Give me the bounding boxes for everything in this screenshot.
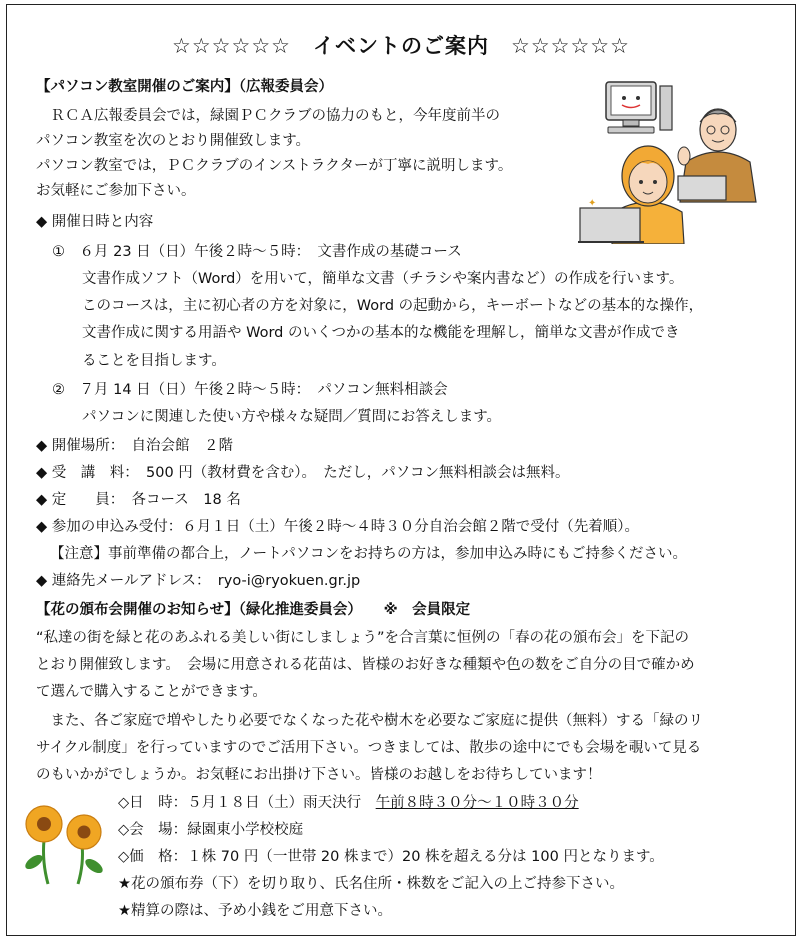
- pc-intro-line-2: パソコン教室を次のとおり開催致します。: [36, 133, 311, 149]
- flower-note-1: ★花の頒布券（下）を切り取り、氏名住所・株数をご記入の上ご持参下さい。: [118, 876, 624, 892]
- flower-place: ◇会 場：緑園東小学校校庭: [118, 822, 304, 838]
- pc-class-heading: 【パソコン教室開催のご案内】（広報委員会）: [36, 79, 333, 95]
- flower-price: ◇価 格：１株 70 円（一世帯 20 株まで）20 株を超える分は 100 円となります。: [118, 849, 664, 865]
- course2-title: ② ７月 14 日（日）午後２時～５時： パソコン無料相談会: [52, 382, 448, 398]
- flower-heading: 【花の頒布会開催のお知らせ】（緑化推進委員会） ※ 会員限定: [36, 602, 471, 618]
- flower-icon: [23, 806, 62, 884]
- flower-icon-2: [67, 815, 105, 884]
- flower-p2-line-2: サイクル制度」を行っていますのでご活用下さい。つきましては、散歩の途中にでも会場を覗いて見る: [36, 740, 702, 756]
- course1-desc-1: 文書作成ソフト（Word）を用いて，簡単な文書（チラシや案内書など）の作成を行います。: [82, 271, 684, 287]
- flower-p2-line-3: のもいかがでしょうか。お気軽にお出掛け下さい。皆様のお越しをお待ちしています！: [36, 767, 602, 783]
- note: 【注意】事前準備の都合上，ノートパソコンをお持ちの方は，参加申込み時にもご持参ください。: [50, 546, 687, 562]
- woman-icon: [578, 146, 684, 244]
- flower-date: [118, 793, 579, 813]
- pc-intro-line-4: お気軽にご参加下さい。: [36, 183, 196, 199]
- monitor-icon: [606, 82, 672, 133]
- flower-p2-line-1: また、各ご家庭で増やしたり必要でなくなった花や樹木を必要なご家庭に提供（無料）する「緑のリ: [36, 713, 703, 729]
- svg-text:✦: ✦: [588, 198, 597, 209]
- man-icon: [678, 109, 756, 202]
- schedule-heading: ◆ 開催日時と内容: [36, 214, 154, 230]
- flower-p1-line-3: て選んで購入することができます。: [36, 684, 267, 700]
- pc-intro-line-1: ＲＣＡ広報委員会では，緑園ＰＣクラブの協力のもと，今年度前半の: [36, 108, 500, 124]
- contact-email: ◆ 連絡先メールアドレス： ryo-i@ryokuen.gr.jp: [36, 573, 361, 589]
- flower-note-2: ★精算の際は、予め小銭をご用意下さい。: [118, 903, 392, 919]
- capacity: ◆ 定 員： 各コース 18 名: [36, 492, 241, 508]
- pc-intro-line-3: パソコン教室では，ＰＣクラブのインストラクターが丁寧に説明します。: [36, 158, 513, 174]
- flower-p1-line-2: とおり開催致します。 会場に用意される花苗は、皆様のお好きな種類や色の数をご自分の目で確かめ: [36, 657, 695, 673]
- page-title: ☆☆☆☆☆☆ イベントのご案内 ☆☆☆☆☆☆: [172, 34, 630, 58]
- application: ◆ 参加の申込み受付：６月１日（土）午後２時～４時３０分自治会館２階で受付（先着順）。: [36, 519, 640, 535]
- course1-desc-3: 文書作成に関する用語や Word のいくつかの基本的な機能を理解し，簡単な文書が作成でき: [82, 325, 680, 341]
- flower-date-prefix: ◇日 時：５月１８日（土）雨天決行: [118, 795, 376, 811]
- course1-desc-2: このコースは，主に初心者の方を対象に，Word の起動から，キーボートなどの基本的な操作，: [82, 298, 704, 314]
- fee: ◆ 受 講 料： 500 円（教材費を含む）。 ただし，パソコン無料相談会は無料。: [36, 465, 570, 481]
- venue: ◆ 開催場所： 自治会館 ２階: [36, 438, 234, 454]
- flowers-illustration: [20, 802, 110, 886]
- flower-date-time: 午前８時３０分～１０時３０分: [375, 795, 579, 811]
- course2-desc: パソコンに関連した使い方や様々な疑問／質問にお答えします。: [82, 409, 502, 425]
- computer-users-illustration: [578, 72, 778, 244]
- flower-p1-line-1: “私達の街を緑と花のあふれる美しい街にしましょう”を合言葉に恒例の「春の花の頒布会」を下記の: [36, 630, 690, 646]
- course1-title: ① ６月 23 日（日）午後２時～５時： 文書作成の基礎コース: [52, 244, 462, 260]
- course1-desc-4: ることを目指します。: [82, 353, 226, 369]
